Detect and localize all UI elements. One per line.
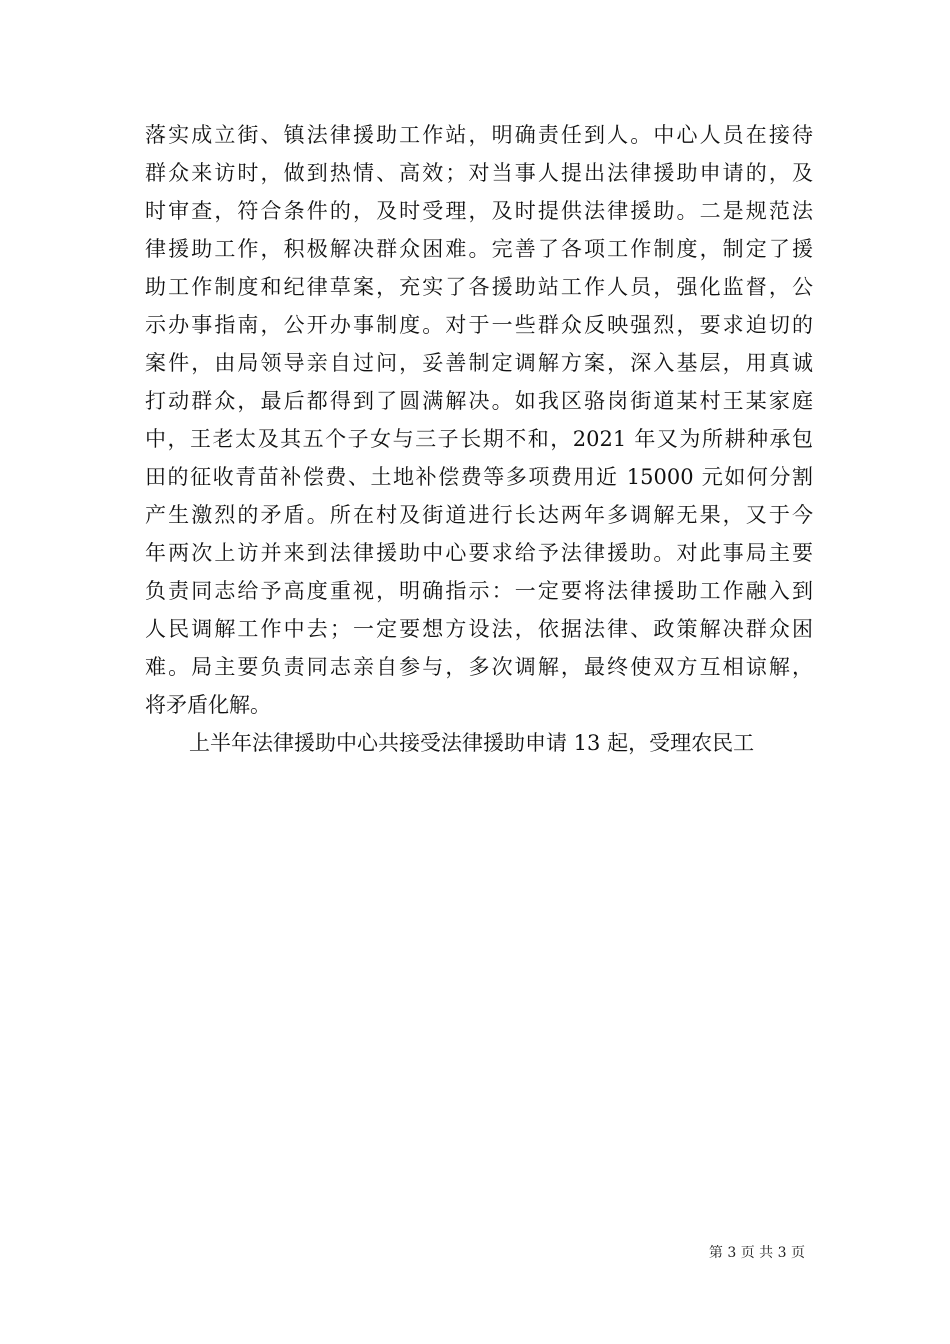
- text-line: 打动群众，最后都得到了圆满解决。如我区骆岗街道某村王某家庭: [145, 389, 813, 413]
- text-line: 中，王老太及其五个子女与三子长期不和，2021 年又为所耕种承包: [145, 427, 813, 451]
- text-line: 难。局主要负责同志亲自参与，多次调解，最终使双方互相谅解，: [145, 655, 813, 679]
- text-line: 助工作制度和纪律草案，充实了各援助站工作人员，强化监督，公: [145, 275, 813, 299]
- text-line: 田的征收青苗补偿费、土地补偿费等多项费用近 15000 元如何分割: [145, 465, 813, 489]
- text-line: 律援助工作，积极解决群众困难。完善了各项工作制度，制定了援: [145, 237, 813, 261]
- text-line: 产生激烈的矛盾。所在村及街道进行长达两年多调解无果，又于今: [145, 503, 813, 527]
- text-line: 时审查，符合条件的，及时受理，及时提供法律援助。二是规范法: [145, 199, 813, 223]
- text-line: 上半年法律援助中心共接受法律援助申请 13 起，受理农民工: [189, 731, 755, 755]
- text-line: 年两次上访并来到法律援助中心要求给予法律援助。对此事局主要: [145, 541, 813, 565]
- paragraph-2: [145, 724, 813, 762]
- text-line: 落实成立街、镇法律援助工作站，明确责任到人。中心人员在接待: [145, 123, 813, 147]
- text-line: 案件，由局领导亲自过问，妥善制定调解方案，深入基层，用真诚: [145, 351, 813, 375]
- page-number: 第 3 页 共 3 页: [708, 1245, 805, 1261]
- text-line: 将矛盾化解。: [145, 693, 271, 717]
- document-body: [145, 116, 813, 762]
- text-line: 负责同志给予高度重视，明确指示：一定要将法律援助工作融入到: [145, 579, 813, 603]
- text-line: 示办事指南，公开办事制度。对于一些群众反映强烈，要求迫切的: [145, 313, 813, 337]
- text-line: 群众来访时，做到热情、高效；对当事人提出法律援助申请的，及: [145, 161, 813, 185]
- text-line: 人民调解工作中去；一定要想方设法，依据法律、政策解决群众困: [145, 617, 813, 641]
- paragraph-1: [145, 116, 813, 724]
